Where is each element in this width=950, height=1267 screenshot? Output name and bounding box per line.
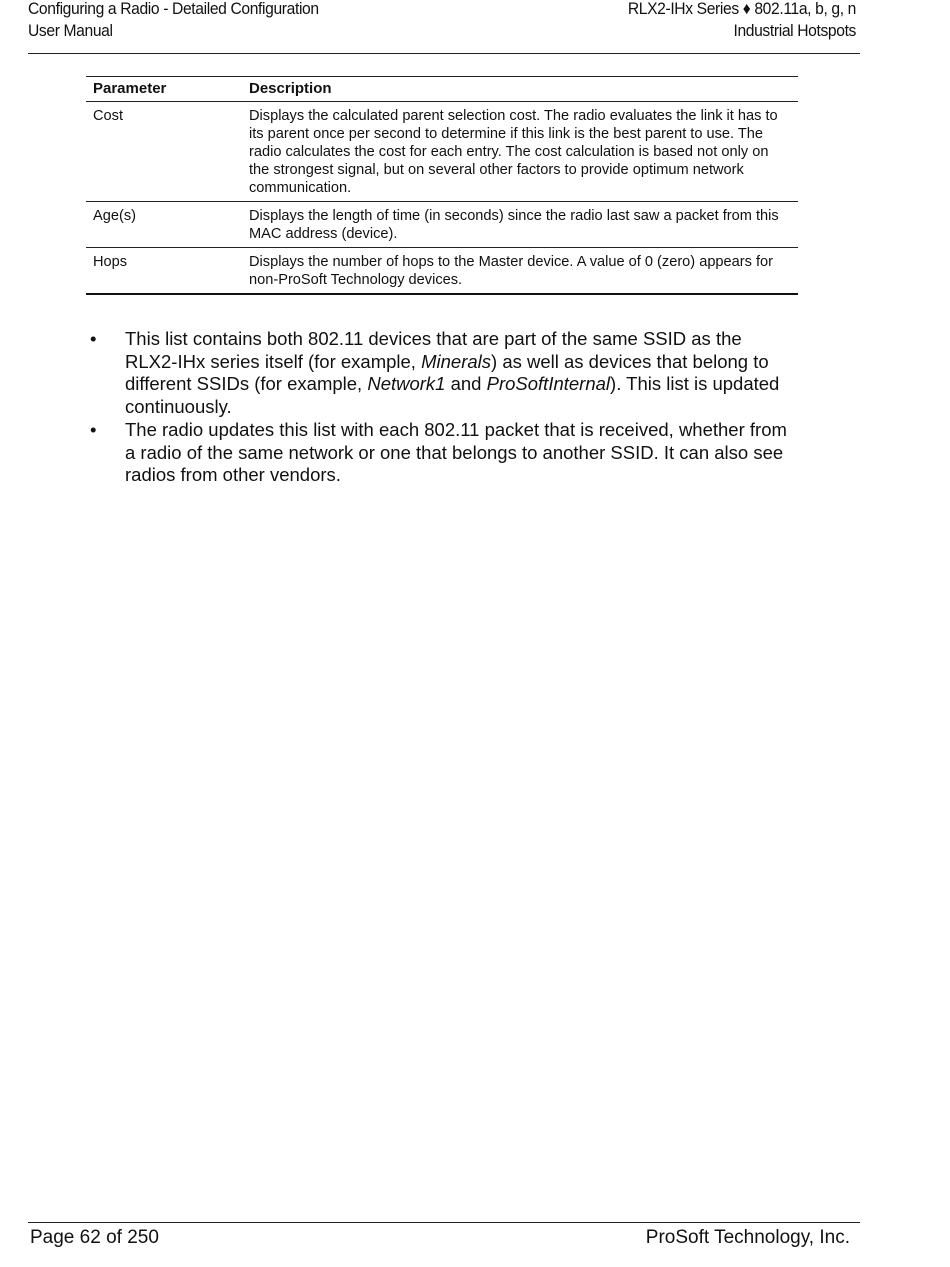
company-name: ProSoft Technology, Inc.	[645, 1227, 850, 1248]
header-left	[28, 0, 319, 42]
page-footer	[28, 1222, 860, 1248]
description-cell: Displays the length of time (in seconds) since the radio last saw a packet from this MAC address (device).	[242, 202, 798, 248]
bullet-icon: •	[90, 328, 97, 349]
parameter-table	[86, 76, 798, 295]
note-text: The radio updates this list with each 802.11 packet that is received, whether from a radio of the same network or one that belongs to another SSID. It can also see radios from other vendors.	[125, 419, 787, 485]
table-row	[86, 248, 798, 295]
page-header	[28, 0, 860, 54]
header-doc-type: User Manual	[28, 21, 113, 40]
parameter-cell: Age(s)	[86, 202, 242, 248]
example-ssid: Network1	[367, 373, 446, 394]
example-ssid: ProSoftInternal	[486, 373, 611, 394]
page-number: Page 62 of 250	[30, 1227, 159, 1248]
note-text: This list contains both 802.11 devices that are part of the same SSID as the RLX2-IHx series itself (for example,	[125, 328, 742, 372]
note-text: ). This list is updated continuously.	[125, 373, 780, 417]
table-row	[86, 102, 798, 202]
table-header-row	[86, 77, 798, 102]
header-product-series: RLX2-IHx Series ♦ 802.11a, b, g, n	[627, 0, 856, 18]
description-cell: Displays the calculated parent selection cost. The radio evaluates the link it has to its parent once per second to determine if this link is the best parent to use. The radio calculates the cost for each entry. The cost calculation is based not only on the strongest signal, but on several other factors to provide optimum network communication.	[242, 102, 798, 202]
header-product-category: Industrial Hotspots	[733, 21, 856, 40]
description-cell: Displays the number of hops to the Master device. A value of 0 (zero) appears for non-ProSoft Technology devices.	[242, 248, 798, 295]
example-ssid: Minerals	[421, 350, 492, 372]
list-item	[90, 419, 790, 487]
parameter-cell: Hops	[86, 248, 242, 295]
bullet-icon: •	[90, 419, 97, 440]
table-row	[86, 202, 798, 248]
list-item	[90, 328, 790, 418]
column-header-description: Description	[242, 77, 798, 102]
note-text: and	[445, 373, 487, 394]
header-right	[628, 0, 856, 42]
column-header-parameter: Parameter	[86, 77, 242, 102]
parameter-cell: Cost	[86, 102, 242, 202]
notes-list	[90, 328, 790, 488]
header-chapter-title: Configuring a Radio - Detailed Configuration	[28, 0, 319, 18]
note-text: ) as well as devices that belong to different SSIDs (for example,	[125, 350, 769, 394]
